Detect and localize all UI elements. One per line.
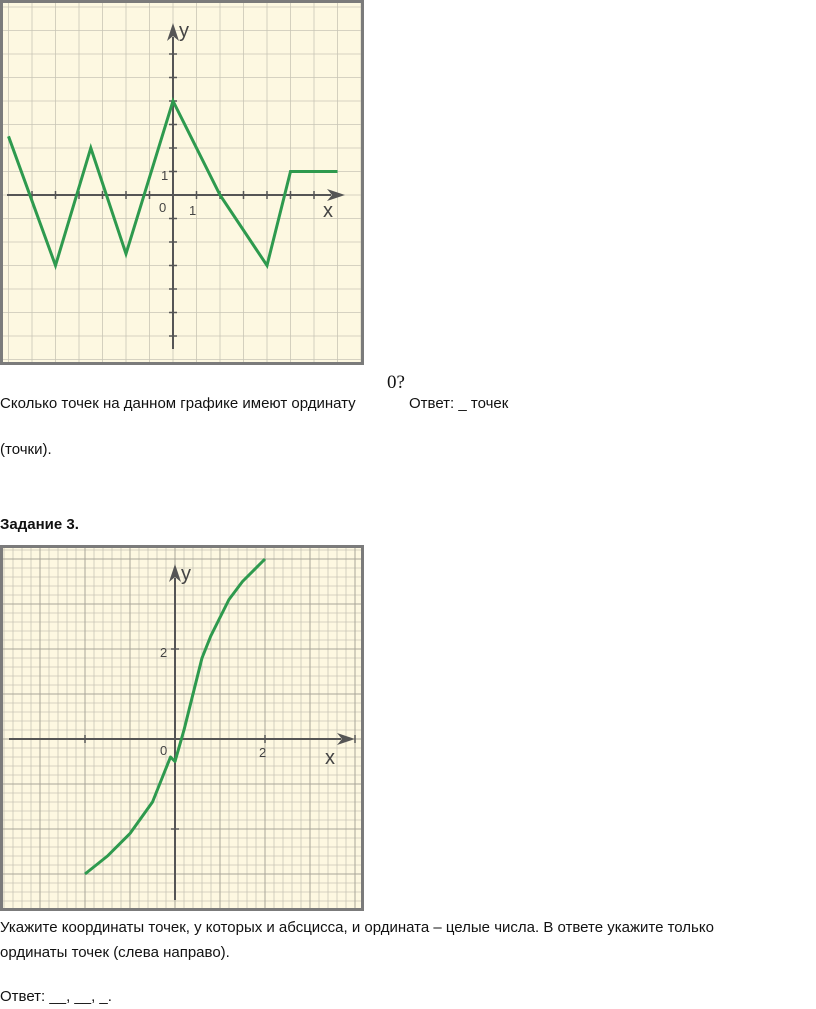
question-1-answer: Ответ: _ точек [409, 395, 509, 412]
question-1-answer-tail: (точки). [0, 441, 52, 458]
x-axis-label: x [325, 747, 335, 769]
tick-label: 1 [189, 203, 197, 218]
y-axis-label: y [181, 563, 191, 585]
question-1-text: Сколько точек на данном графике имеют ординату [0, 395, 356, 412]
task-3-question-line-1: Укажите координаты точек, у которых и абсцисса, и ордината – целые числа. В ответе укажите только [0, 919, 714, 936]
graph-1-svg [3, 3, 361, 362]
task-3-answer: Ответ: __, __, _. [0, 988, 112, 1005]
tick-label: 1 [161, 168, 169, 183]
tick-label: 0 [160, 743, 168, 758]
task-3-heading: Задание 3. [0, 516, 79, 533]
graph-1 [0, 0, 364, 365]
question-1-math: 0? [387, 372, 405, 393]
x-axis-label: x [323, 200, 333, 222]
tick-label: 2 [259, 745, 267, 760]
tick-label: 2 [160, 645, 168, 660]
tick-label: 0 [159, 200, 167, 215]
graph-2 [0, 545, 364, 911]
y-axis-label: y [179, 20, 189, 42]
task-3-question-line-2: ординаты точек (слева направо). [0, 944, 230, 961]
graph-2-svg [3, 548, 361, 908]
